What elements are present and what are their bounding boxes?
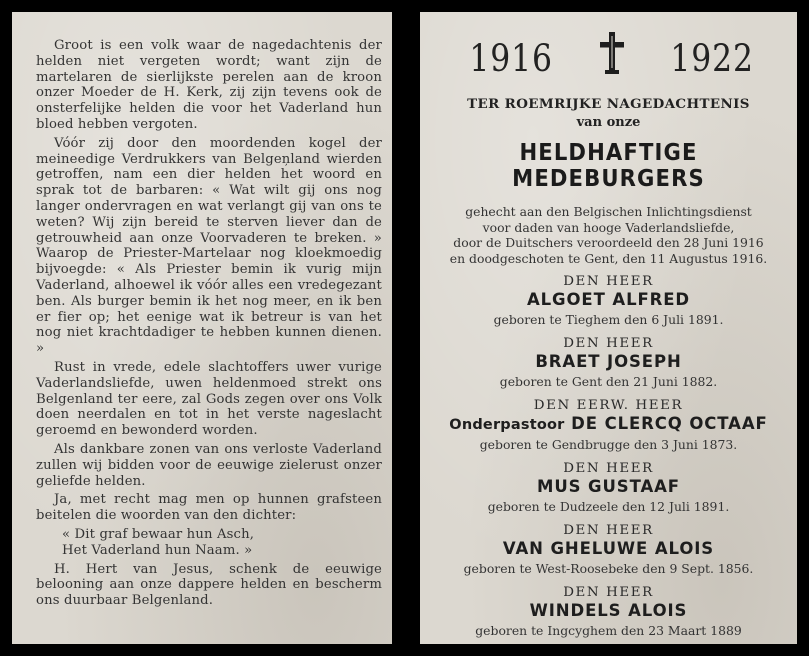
paragraph: Als dankbare zonen van ons verloste Vaderland zullen wij bidden voor de eeuwige zielerust onzer geliefde helden. [36, 441, 382, 489]
honoree-birth: geboren te Dudzeele den 12 Juli 1891. [487, 499, 730, 514]
honoree-entry [426, 585, 791, 639]
honoree-title: DEN HEER [563, 523, 654, 538]
closing-prayer: H. Hert van Jesus, schenk de eeuwige belooning aan onze dappere helden en bescherm ons duurbaar Belgenland. [36, 561, 382, 609]
honoree-birth: geboren te Gent den 21 Juni 1882. [499, 374, 718, 389]
honoree-title: DEN HEER [563, 585, 654, 600]
poem-quote-line: « Dit graf bewaar hun Asch, [62, 526, 255, 542]
memorial-card-back [12, 12, 392, 644]
latin-cross-icon [597, 30, 627, 76]
honoree-name: DE CLERCQ OCTAAF [571, 414, 768, 433]
honoree-name: VAN GHELUWE ALOIS [502, 539, 715, 558]
year-start: 1916 [469, 36, 553, 80]
honoree-rank: Onderpastoor [449, 417, 565, 433]
honoree-entry [426, 461, 791, 515]
intro-line: gehecht aan den Belgischen Inlichtingsdienst [465, 204, 752, 219]
honoree-title: DEN EERW. HEER [533, 398, 684, 413]
honoree-entry [426, 523, 791, 577]
honoree-name-line [426, 414, 791, 435]
honoree-birth: geboren te Ingcyghem den 23 Maart 1889 [475, 623, 742, 638]
honoree-name: ALGOET ALFRED [526, 290, 691, 309]
honoree-name: BRAET JOSEPH [535, 352, 682, 371]
poem-quote-line: Het Vaderland hun Naam. » [62, 542, 253, 558]
honoree-entry [426, 274, 791, 328]
year-end: 1922 [670, 36, 754, 80]
paragraph: Rust in vrede, edele slachtoffers uwer vurige Vaderlandsliefde, uwen heldenmoed strekt ons Belgenland ter eere, zal Gods zegen over ons Volk doen neerdalen en tot in het verste nageslacht geroemd en bewonderd worden. [36, 359, 382, 439]
paragraph: Vóór zij door den moordenden kogel der meineedige Verdrukkers van Belgeņland wierden getroffen, nam een dier helden het woord en sprak tot de barbaren: « Wat wilt gij ons nog langer ondervragen en wat verlangt gij van ons te weten? Wij zijn bereid te sterven liever dan de getrouwheid aan onze Voorvaderen te breken. » Waarop de Priester-Martelaar nog kloekmoedig bijvoegde: « Als Priester bemin ik vurig mijn Vaderland, alhoewel ik vóór alles een vredegezant ben. Als burger bemin ik het nog meer, en ik ben er fier op; het eenige wat ik betreur is van het nog niet krachtdadiger te hebben kunnen dienen. » [36, 135, 382, 357]
honoree-title: DEN HEER [563, 336, 654, 351]
intro-text [426, 204, 791, 266]
memorial-headline: HELDHAFTIGE MEDEBURGERS [512, 140, 705, 192]
subtitle-continuation: van onze [576, 115, 641, 130]
memorial-card-front [420, 12, 797, 644]
honoree-birth: geboren te Gendbrugge den 3 Juni 1873. [479, 437, 738, 452]
paragraph: Groot is een volk waar de nagedachtenis der helden niet vergeten wordt; want zijn de martelaren de sierlijkste perelen aan de kroon onzer Moeder de H. Kerk, zij zijn tevens ook de onsterfelijke helden die voor het Vaderland hun bloed hebben vergoten. [36, 38, 382, 132]
honoree-entry [426, 398, 791, 453]
honoree-name: MUS GUSTAAF [537, 477, 680, 496]
honoree-title: DEN HEER [563, 274, 654, 289]
intro-line: door de Duitschers veroordeeld den 28 Juni 1916 [453, 235, 764, 250]
honoree-birth: geboren te Tieghem den 6 Juli 1891. [493, 312, 724, 327]
honoree-entry [426, 336, 791, 390]
memorial-text [36, 38, 382, 609]
honoree-name: WINDELS ALOIS [529, 601, 688, 620]
intro-line: en doodgeschoten te Gent, den 11 Augustus 1916. [449, 250, 768, 266]
honoree-title: DEN HEER [563, 461, 654, 476]
honoree-birth: geboren te West-Roosebeke den 9 Sept. 1856. [463, 561, 754, 576]
intro-line: voor daden van hooge Vaderlandsliefde, [482, 219, 735, 235]
year-header [426, 12, 791, 82]
paragraph: Ja, met recht mag men op hunnen grafsteen beitelen die woorden van den dichter: [36, 492, 382, 524]
memorial-subtitle: TER ROEMRIJKE NAGEDACHTENIS [467, 96, 750, 112]
